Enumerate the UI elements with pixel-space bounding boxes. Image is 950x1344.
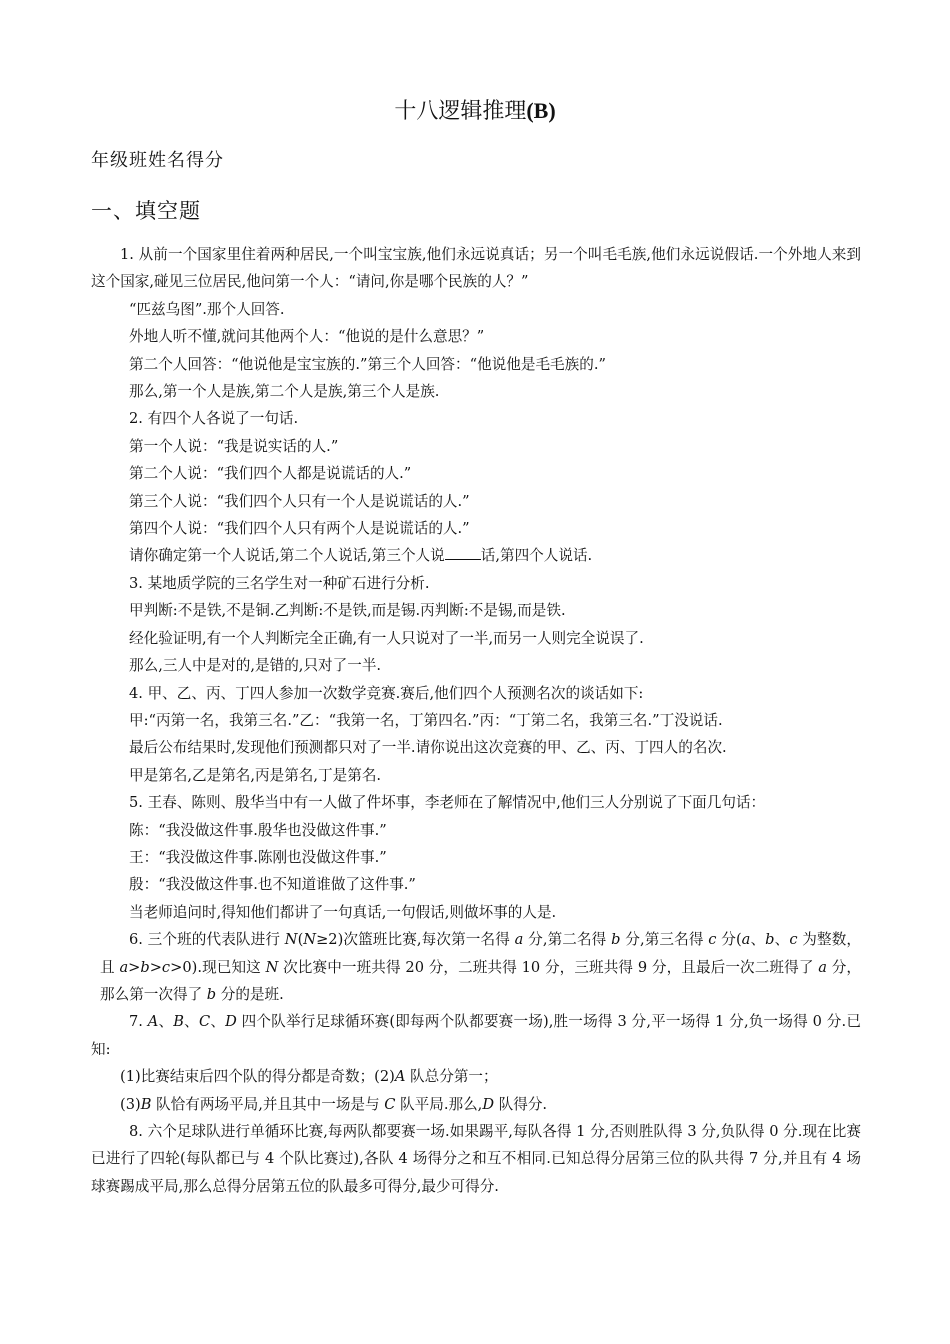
problem-1-statement: 1. 从前一个国家里住着两种居民,一个叫宝宝族,他们永远说真话；另一个叫毛毛族,他们永远说假话.一个外地人来到这个国家,碰见三位居民,他问第一个人：“请问,你是哪个民族的人？” — [91, 246, 861, 291]
problem-5-statement: 5. 王春、陈则、殷华当中有一人做了件坏事，李老师在了解情况中,他们三人分别说了下面几句话： — [129, 794, 766, 812]
page-title — [0, 96, 950, 127]
title-text: 十八逻辑推理 — [394, 99, 527, 124]
problem-7-question: (3)B 队恰有两场平局,并且其中一场是与 C 队平局.那么,D 队得分. — [120, 1095, 548, 1113]
problem-3-line: 经化验证明,有一个人判断完全正确,有一人只说对了一半,而另一人则完全说误了. — [129, 629, 644, 647]
problem-8-statement: 8. 六个足球队进行单循环比赛,每两队都要赛一场.如果踢平,每队各得 1 分,否则胜队得 3 分,负队得 0 分.现在比赛已进行了四轮(每队都已与 4 个队比赛过),各队 4 场得分之和互不相同.已知总得分居第三位的队共得 7 分,并且有 4 场球赛踢成平局,那么总得分居第五位的队最多可得分,最少可得分. — [91, 1123, 861, 1195]
problem-1-question: 那么,第一个人是族,第二个人是族,第三个人是族. — [129, 383, 440, 401]
problem-1-line: 第二个人回答：“他说他是宝宝族的.”第三个人回答：“他说他是毛毛族的.” — [129, 355, 606, 373]
question-text: 话,第四个人说话. — [480, 547, 593, 565]
problem-4-line: 最后公布结果时,发现他们预测都只对了一半.请你说出这次竞赛的甲、乙、丙、丁四人的名次. — [129, 739, 727, 757]
problem-2-question — [91, 542, 861, 569]
problem-3-statement: 3. 某地质学院的三名学生对一种矿石进行分析. — [129, 574, 430, 592]
title-suffix: (B) — [526, 98, 556, 123]
problem-2-line: 第四个人说：“我们四个人只有两个人是说谎话的人.” — [129, 520, 470, 538]
problem-1-line: “匹兹乌图”.那个人回答. — [129, 300, 285, 318]
problem-3-question: 那么,三人中是对的,是错的,只对了一半. — [129, 657, 382, 675]
problem-list — [91, 241, 861, 1200]
problem-7-statement: 7. A、B、C、D 四个队举行足球循环赛(即每两个队都要赛一场),胜一场得 3 分,平一场得 1 分,负一场得 0 分.已知: — [91, 1013, 861, 1058]
problem-2-line: 第一个人说：“我是说实话的人.” — [129, 437, 339, 455]
problem-2-statement: 2. 有四个人各说了一句话. — [129, 410, 299, 428]
problem-3-line: 甲判断:不是铁,不是铜.乙判断:不是铁,而是锡.丙判断:不是锡,而是铁. — [129, 602, 566, 620]
problem-5-line: 王：“我没做这件事.陈刚也没做这件事.” — [129, 848, 387, 866]
problem-4-statement: 4. 甲、乙、丙、丁四人参加一次数学竞赛.赛后,他们四个人预测名次的谈话如下: — [129, 684, 644, 702]
problem-5-question: 当老师追问时,得知他们都讲了一句真话,一句假话,则做坏事的人是. — [129, 903, 557, 921]
question-text: 请你确定第一个人说话,第二个人说话,第三个人说 — [129, 547, 445, 565]
problem-4-line: 甲:“丙第一名，我第三名.”乙：“我第一名，丁第四名.”丙：“丁第二名，我第三名.”丁没说话. — [129, 711, 723, 729]
problem-2-line: 第二个人说：“我们四个人都是说谎话的人.” — [129, 465, 412, 483]
problem-5-line: 殷：“我没做这件事.也不知道谁做了这件事.” — [129, 876, 416, 894]
problem-6-statement: 6. 三个班的代表队进行 N(N≥2)次篮班比赛,每次第一名得 a 分,第二名得 b 分,第三名得 c 分(a、b、c 为整数，且 a>b>c>0).现已知这 N 次比赛中一班共得 20 分，二班共得 10 分，三班共得 9 分，且最后一次二班得了 a 分，那么第一次得了 b 分的是班. — [100, 931, 861, 1003]
section-heading: 一、填空题 — [91, 199, 201, 223]
student-info-line: 年级班姓名得分 — [91, 150, 224, 171]
answer-blank[interactable] — [445, 545, 481, 560]
problem-1-line: 外地人听不懂,就问其他两个人：“他说的是什么意思？” — [129, 328, 485, 346]
problem-7-condition: (1)比赛结束后四个队的得分都是奇数；(2)A 队总分第一； — [120, 1068, 498, 1086]
problem-5-line: 陈：“我没做这件事.殷华也没做这件事.” — [129, 821, 387, 839]
problem-4-question: 甲是第名,乙是第名,丙是第名,丁是第名. — [129, 766, 382, 784]
problem-2-line: 第三个人说：“我们四个人只有一个人是说谎话的人.” — [129, 492, 470, 510]
